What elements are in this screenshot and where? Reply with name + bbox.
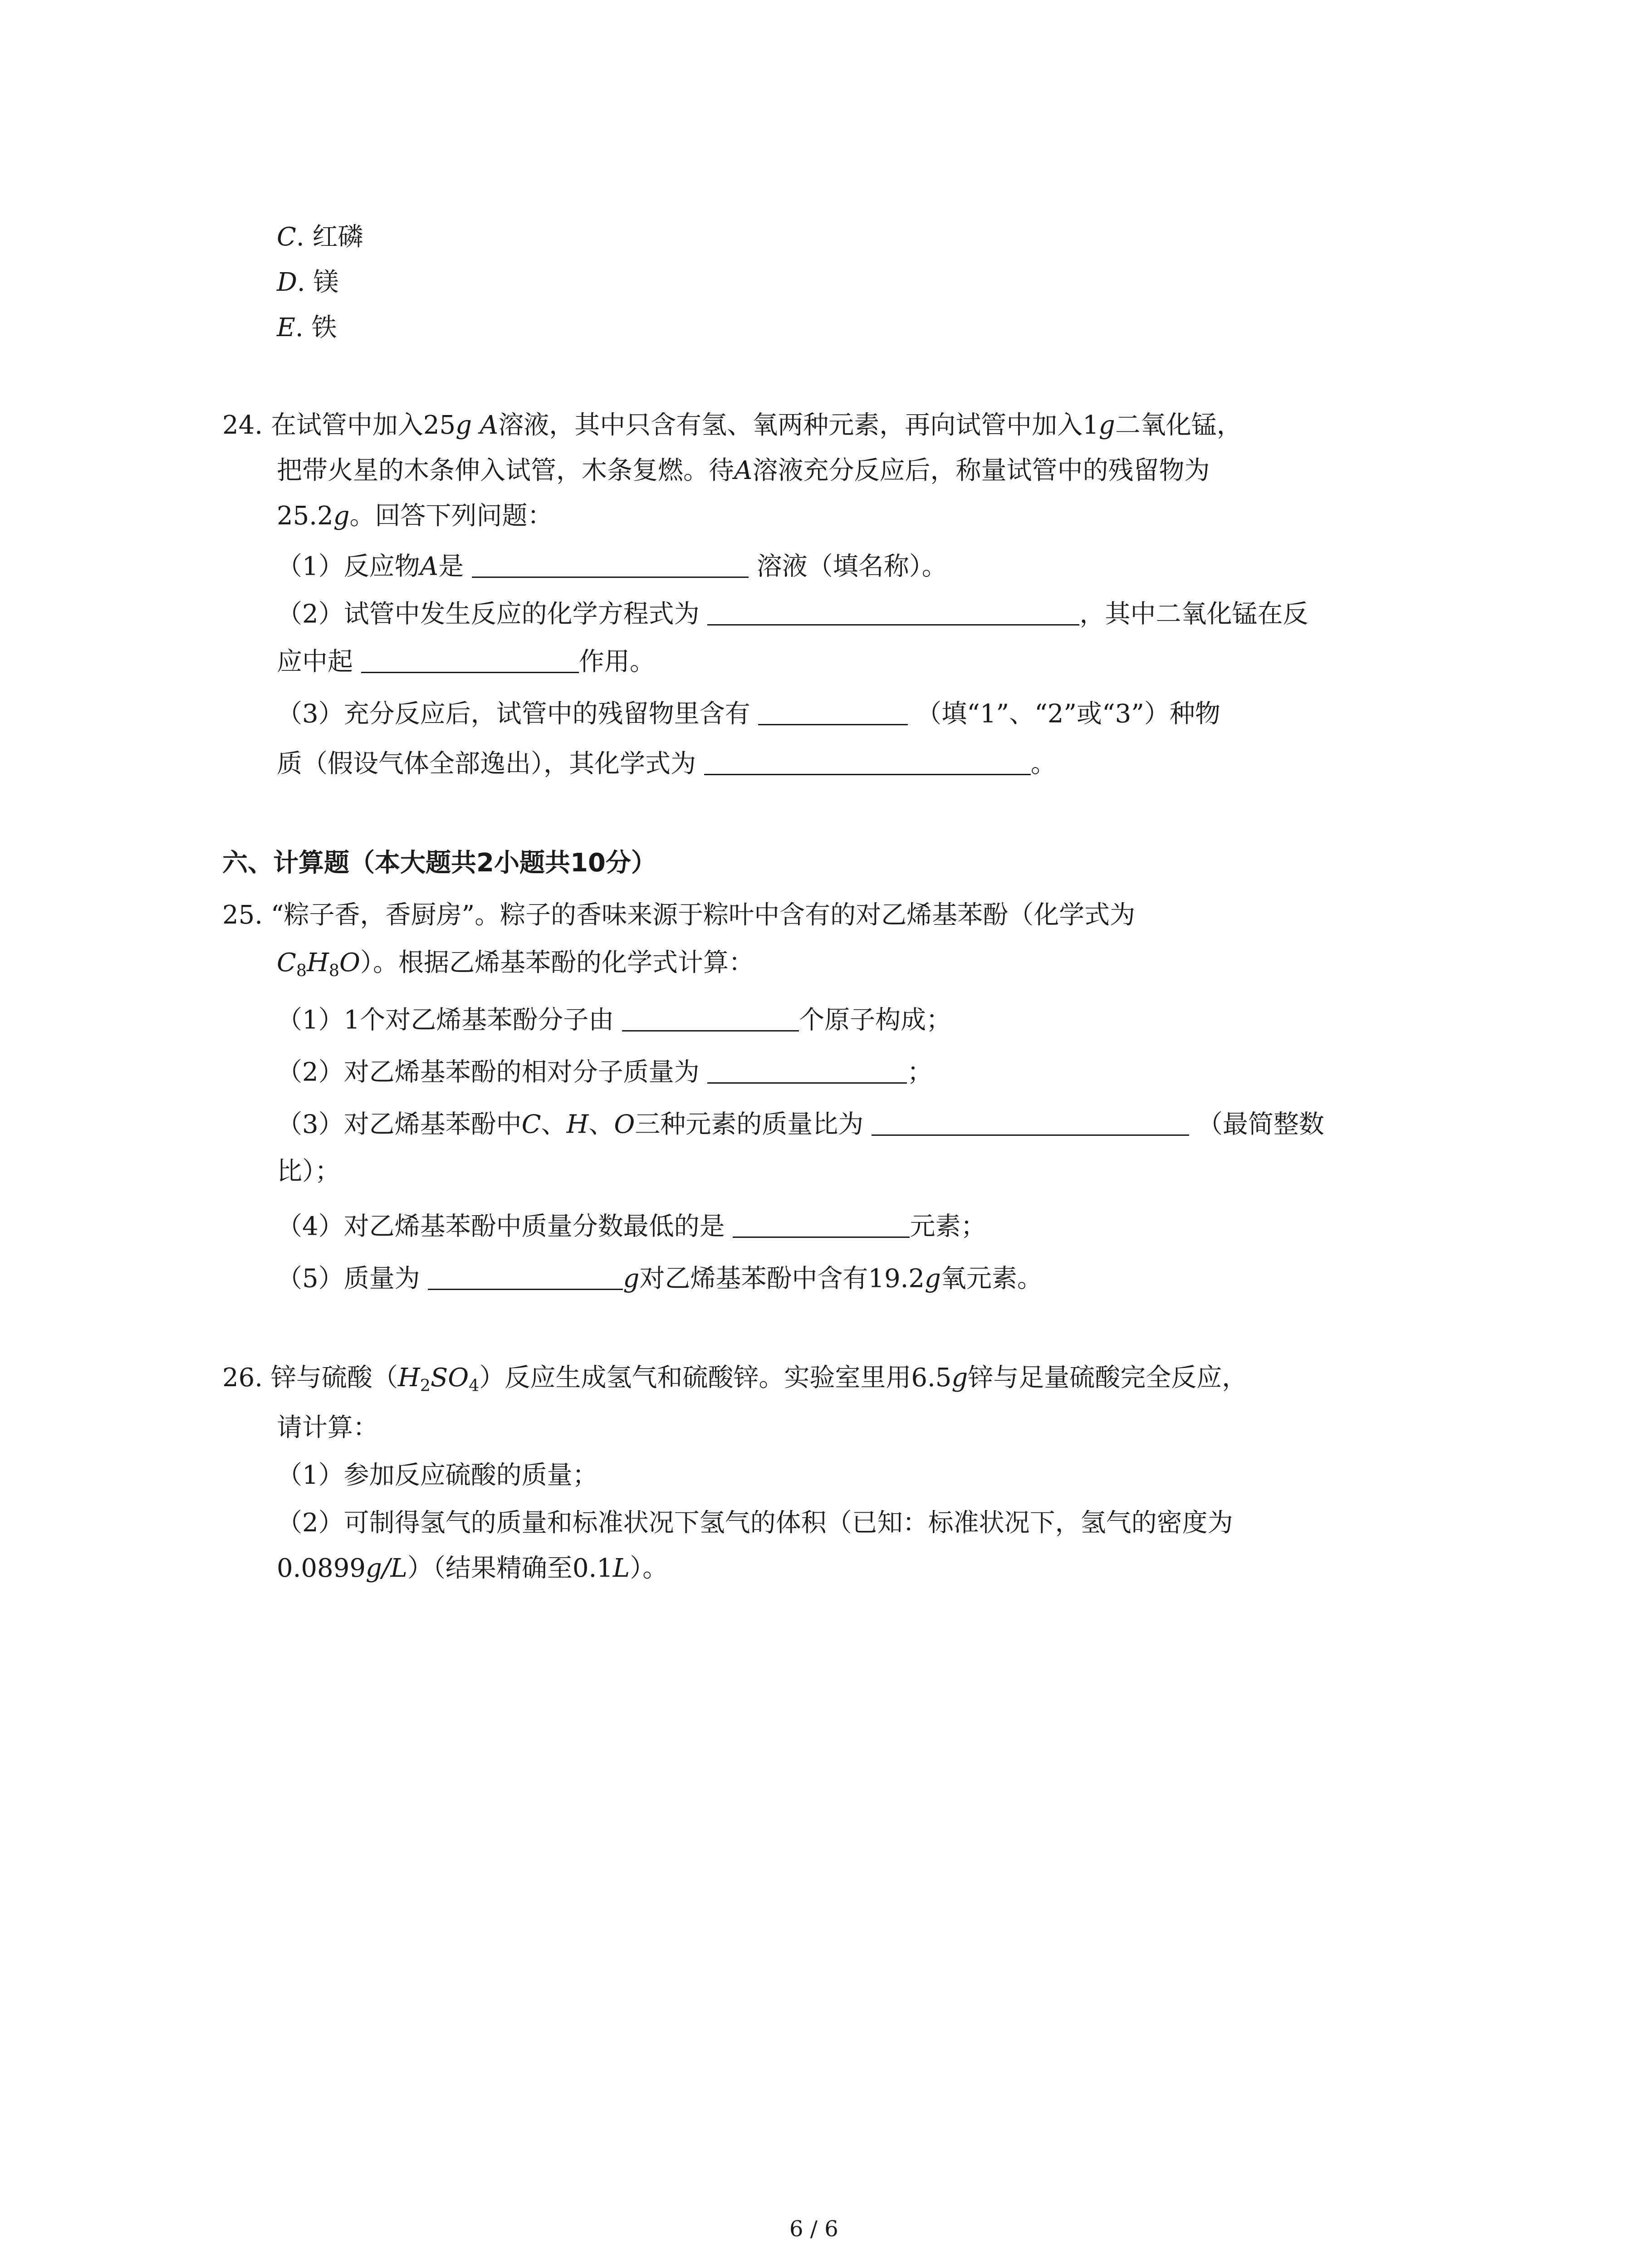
answer-blank[interactable] [704,748,1031,775]
section-heading: 六、计算题（本大题共2小题共10分） [222,848,656,878]
answer-blank[interactable] [472,551,749,578]
q25-part3: （3）对乙烯基苯酚中C、H、O三种元素的质量比为 （最简整数 [277,1110,1324,1139]
q24-part2-cont: 应中起 作用。 [277,647,655,677]
q25-part5: （5）质量为 g对乙烯基苯酚中含有19.2g氧元素。 [277,1264,1043,1294]
q26-part2-cont: 0.0899g/L）（结果精确至0.1L）。 [277,1554,668,1583]
q24-line1: 24. 在试管中加入25g A溶液，其中只含有氢、氧两种元素，再向试管中加入1g二氧化锰， [222,411,1242,440]
q24-line2: 把带火星的木条伸入试管，木条复燃。待A溶液充分反应后，称量试管中的残留物为 [277,456,1210,485]
answer-blank[interactable] [707,599,1079,626]
answer-blank[interactable] [361,646,579,673]
q25-part4: （4）对乙烯基苯酚中质量分数最低的是 元素； [277,1212,986,1242]
answer-blank[interactable] [622,1005,799,1031]
option-d: D. 镁 [277,268,339,297]
page-number: 6 / 6 [789,2216,838,2242]
q24-part3-cont: 质（假设气体全部逸出），其化学式为 。 [277,749,1056,779]
answer-blank[interactable] [872,1109,1189,1136]
q26-part2: （2）可制得氢气的质量和标准状况下氢气的体积（已知：标准状况下，氢气的密度为 [277,1508,1233,1538]
q26-part1: （1）参加反应硫酸的质量； [277,1461,598,1490]
q24-part3: （3）充分反应后，试管中的残留物里含有 （填“1”、“2”或“3”）种物 [277,699,1220,729]
answer-blank[interactable] [758,699,908,725]
option-e: E. 铁 [277,313,337,342]
answer-blank[interactable] [707,1057,907,1084]
q24-line3: 25.2g。回答下列问题： [277,501,553,531]
q25-part3-cont: 比）； [277,1157,340,1186]
q26-line2: 请计算： [277,1413,378,1442]
q25-line2: $C_8H_8O$）。根据乙烯基苯酚的化学式计算： [277,948,754,980]
q25-part2: （2）对乙烯基苯酚的相对分子质量为 ； [277,1057,933,1087]
answer-blank[interactable] [428,1263,623,1290]
q25-part1: （1）1个对乙烯基苯酚分子由 个原子构成； [277,1005,952,1035]
q25-line1: 25. “粽子香，香厨房”。粽子的香味来源于粽叶中含有的对乙烯基苯酚（化学式为 [222,900,1136,930]
answer-blank[interactable] [733,1211,910,1238]
q24-part2: （2）试管中发生反应的化学方程式为 ，其中二氧化锰在反 [277,599,1308,629]
option-c: C. 红磷 [277,222,363,252]
q26-line1: 26. 锌与硫酸$(H_2SO_4)$反应生成氢气和硫酸锌。实验室里用6.5g锌与足量硫酸完全反应， [222,1363,1248,1395]
q24-part1: （1）反应物A是 溶液（填名称）。 [277,552,947,582]
